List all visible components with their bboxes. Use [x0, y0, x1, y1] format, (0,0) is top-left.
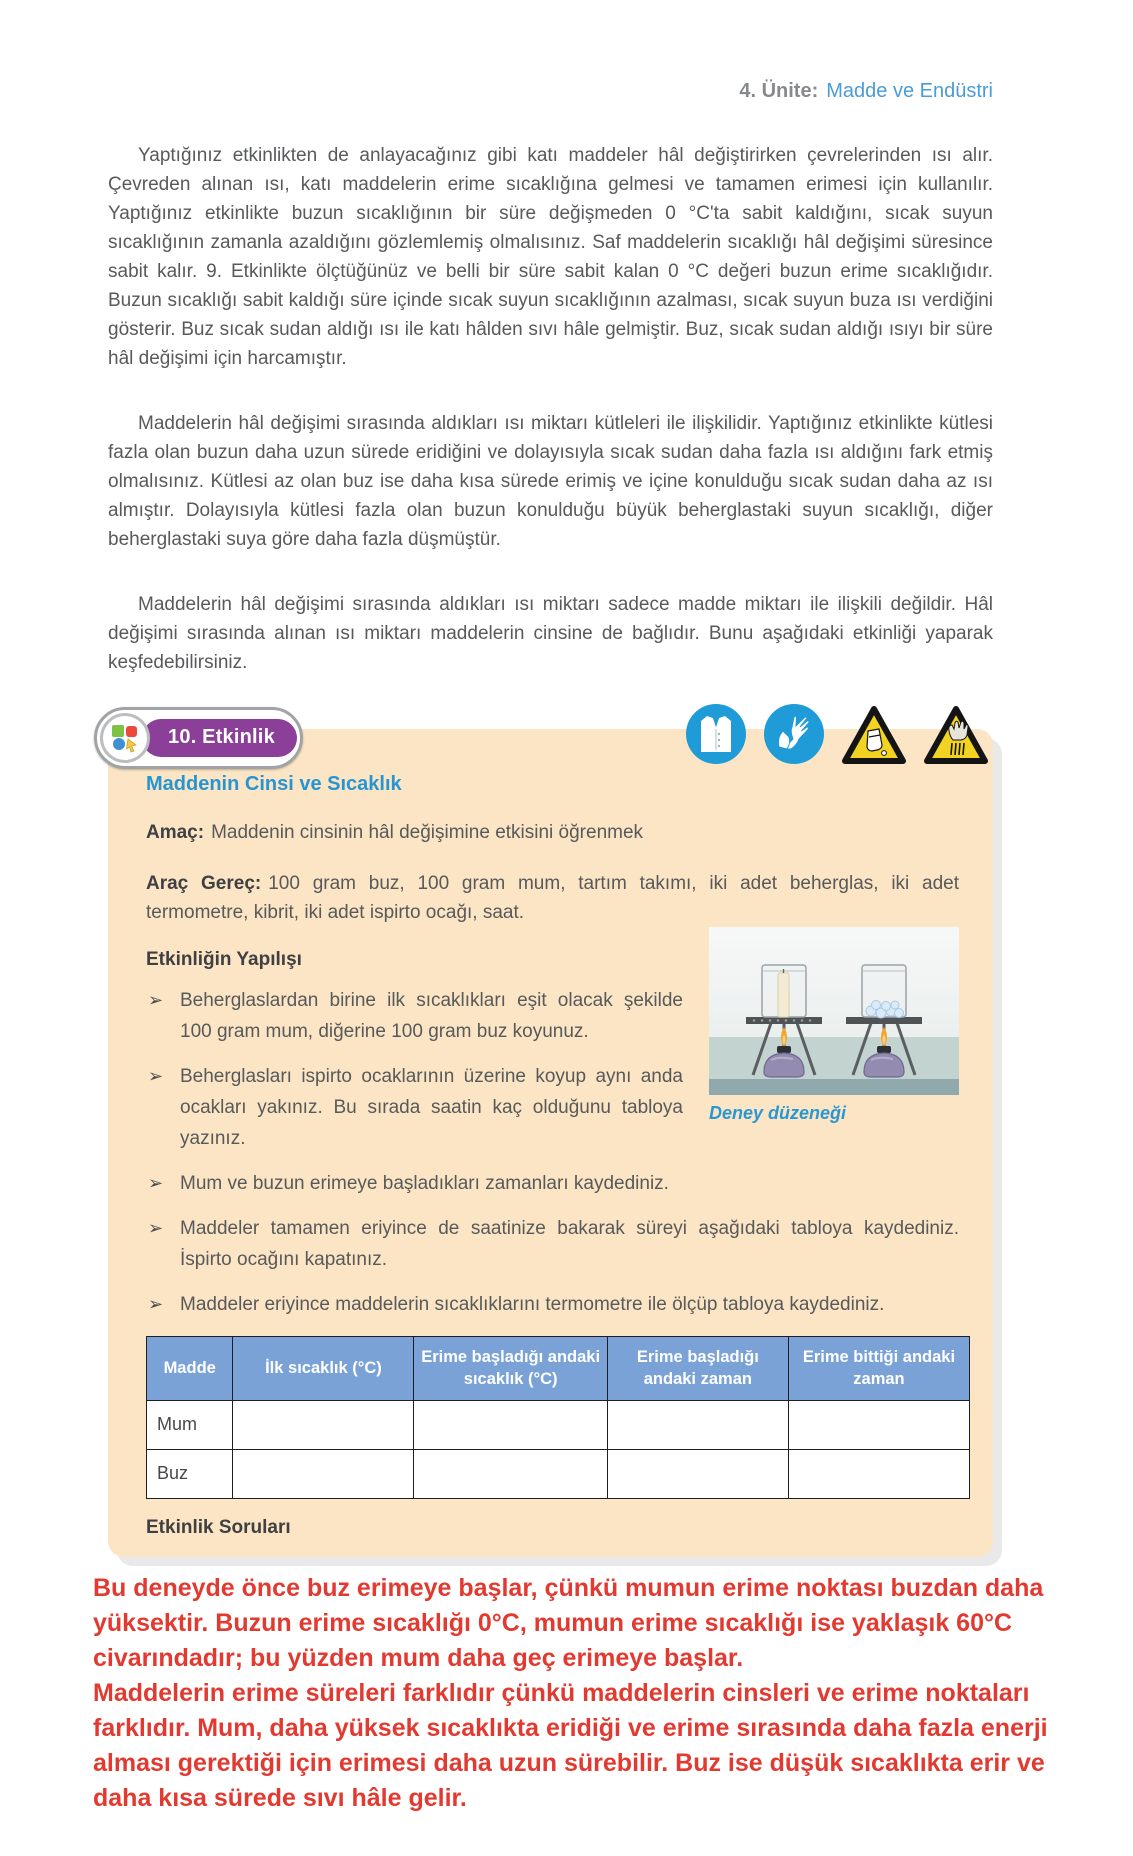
table-cell	[233, 1449, 414, 1498]
safety-icons	[685, 703, 989, 765]
figure-caption: Deney düzeneği	[709, 1103, 847, 1123]
amac-text: Maddenin cinsinin hâl değişimine etkisini öğrenmek	[211, 822, 644, 843]
yapilis-heading: Etkinliğin Yapılışı	[146, 949, 302, 970]
lab-coat-icon	[685, 703, 747, 765]
arac-gerec-text: 100 gram buz, 100 gram mum, tartım takımı, iki adet beherglas, iki adet termometre, kibrit, iki adet ispirto ocağı, saat.	[146, 873, 960, 923]
table-header-row	[147, 1337, 970, 1401]
table-header-erime-bittigi-zaman: Erime bittiği andaki zaman	[788, 1337, 969, 1401]
table-cell	[414, 1449, 607, 1498]
table-header-erime-basladigi-zaman: Erime başladığı andaki zaman	[607, 1337, 788, 1401]
activity-table	[146, 1336, 970, 1499]
amac-label: Amaç:	[146, 822, 205, 843]
activity-box	[108, 729, 993, 1557]
glass-breakage-warning-icon	[841, 705, 907, 765]
activity-badge	[94, 707, 303, 769]
activity-section	[108, 726, 993, 1557]
table-cell	[607, 1449, 788, 1498]
activity-step: ➢ Maddeler tamamen eriyince de saatinize bakarak süreyi aşağıdaki tabloya kaydediniz. İspirto ocağını kapatınız.	[146, 1213, 959, 1275]
page-header	[108, 80, 993, 103]
answer-paragraph-2: Maddelerin erime süreleri farklıdır çünkü maddelerin cinsleri ve erime noktaları farklıdır. Mum, daha yüksek sıcaklıkta eridiği ve erime sırasında daha fazla enerji alması gerektiği için erimesi daha uzun sürebilir. Buz ise düşük sıcaklıkta erir ve daha kısa sürede sıvı hâle gelir.	[93, 1678, 1048, 1812]
paragraph-3: Maddelerin hâl değişimi sırasında aldıkları ısı miktarı sadece madde miktarı ile ilişkili değildir. Hâl değişimi sırasında alınan ısı miktarı maddelerin cinsine de bağlıdır. Bunu aşağıdaki etkinliği yaparak keşfedebilirsiniz.	[108, 594, 993, 673]
table-cell	[788, 1449, 969, 1498]
answer-paragraph-1: Bu deneyde önce buz erimeye başlar, çünkü mumun erime noktası buzdan daha yüksektir. Buzun erime sıcaklığı 0°C, mumun erime sıcaklığı ise yaklaşık 60°C civarındadır; bu yüzden mum daha geç erimeye başlar.	[93, 1573, 1044, 1672]
activity-step: ➢ Mum ve buzun erimeye başladıkları zamanları kaydediniz.	[146, 1168, 959, 1199]
unit-label: 4. Ünite:	[739, 80, 819, 102]
table-header-ilk-sicaklik: İlk sıcaklık (°C)	[233, 1337, 414, 1401]
table-row-mum	[147, 1400, 970, 1449]
amac-line	[146, 818, 959, 847]
paragraph-1: Yaptığınız etkinlikten de anlayacağınız gibi katı maddeler hâl değiştirirken çevrelerinden ısı alır. Çevreden alınan ısı, katı maddelerin erime sıcaklığına gelmesi ve tamamen erimesi için kullanılır. Yaptığınız etkinlikte buzun sıcaklığının bir süre değişmeden 0 °C'ta sabit kaldığını, sıcak suyun sıcaklığının zamanla azaldığını gözlemlemiş olmalısınız. Saf maddelerin sıcaklığı hâl değişimi süresince sabit kalır. 9. Etkinlikte ölçtüğünüz ve belli bir süre sabit kalan 0 °C değeri buzun erime sıcaklığıdır. Buzun sıcaklığı sabit kaldığı süre içinde sıcak suyun sıcaklığının azalması, sıcak suyun buza ısı verdiğini gösterir. Buz sıcak sudan aldığı ısı ile katı hâlden sıvı hâle gelmiştir. Buz, sıcak sudan aldığı ısıyı bir süre hâl değişimi için harcamıştır.	[108, 145, 993, 369]
activity-logo-icon	[100, 713, 150, 763]
student-answer	[93, 1571, 1078, 1816]
arac-gerec-label: Araç Gereç:	[146, 873, 262, 894]
table-cell	[233, 1400, 414, 1449]
activity-step: ➢ Maddeler eriyince maddelerin sıcaklıklarını termometre ile ölçüp tabloya kaydediniz.	[146, 1289, 959, 1320]
activity-step: ➢ Beherglaslardan birine ilk sıcaklıkları eşit olacak şekilde 100 gram mum, diğerine 100 gram buz koyunuz.	[146, 985, 959, 1047]
table-header-erime-basladigi-sicaklik: Erime başladığı andaki sıcaklık (°C)	[414, 1337, 607, 1401]
questions-heading: Etkinlik Soruları	[146, 1516, 291, 1538]
activity-steps	[146, 985, 959, 1320]
activity-title: Maddenin Cinsi ve Sıcaklık	[146, 773, 402, 795]
table-cell	[788, 1400, 969, 1449]
arac-gerec-line	[146, 869, 959, 927]
table-cell	[607, 1400, 788, 1449]
table-row-buz	[147, 1449, 970, 1498]
table-cell: Buz	[147, 1449, 233, 1498]
activity-step: ➢ Beherglasları ispirto ocaklarının üzerine koyup aynı anda ocakları yakınız. Bu sırada saatin kaç olduğunu tabloya yazınız.	[146, 1061, 959, 1154]
table-cell: Mum	[147, 1400, 233, 1449]
hot-surface-warning-icon	[923, 705, 989, 765]
protective-gloves-icon	[763, 703, 825, 765]
table-cell	[414, 1400, 607, 1449]
activity-badge-label: 10. Etkinlik	[142, 719, 297, 757]
unit-title: Madde ve Endüstri	[826, 80, 993, 102]
table-header-madde: Madde	[147, 1337, 233, 1401]
paragraph-2: Maddelerin hâl değişimi sırasında aldıkları ısı miktarı kütleleri ile ilişkilidir. Yaptığınız etkinlikte kütlesi fazla olan buzun daha uzun sürede eridiğini ve dolayısıyla sıcak sudan daha fazla ısı aldığını fark etmiş olmalısınız. Kütlesi az olan buz ise daha kısa sürede erimiş ve içine konulduğu sıcak sudan daha az ısı almıştır. Dolayısıyla kütlesi fazla olan buzun konulduğu büyük beherglastaki suyun sıcaklığı, diğer beherglastaki suya göre daha fazla düşmüştür.	[108, 413, 993, 550]
